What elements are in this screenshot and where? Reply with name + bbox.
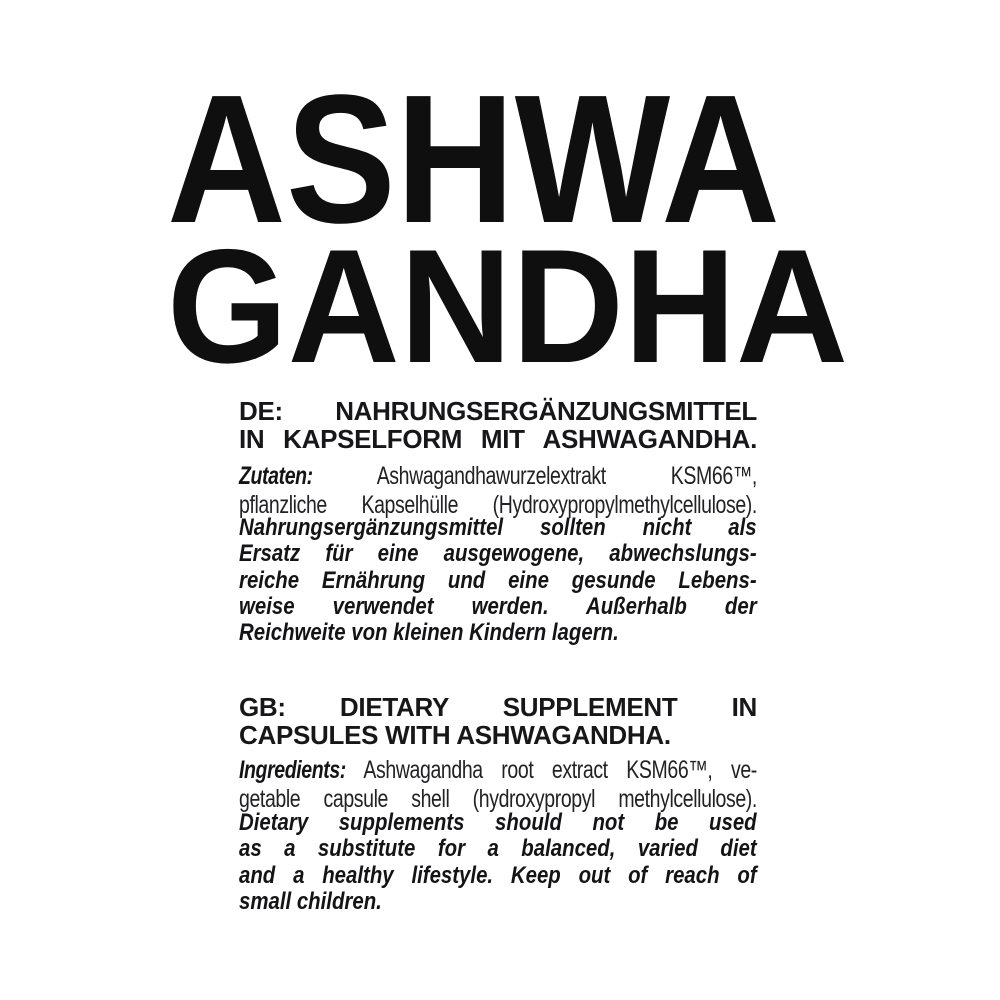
de-warning-line-1: Nahrungsergänzungsmittel sollten nicht als — [239, 514, 757, 541]
de-section-heading — [239, 397, 757, 453]
product-title-line-2: GANDHA — [167, 216, 849, 397]
gb-warning-line-1: Dietary supplements should not be used — [239, 809, 757, 836]
de-warning-line-4: weise verwendet werden. Außerhalb der — [239, 592, 757, 620]
de-warning-line-2: Ersatz für eine ausgewogene, abwechslungs- — [239, 540, 757, 568]
gb-ingredients — [239, 756, 757, 813]
gb-ingredients-label: Ingredients: — [239, 756, 346, 784]
de-warning-line-3: reiche Ernährung und eine gesunde Lebens- — [239, 566, 757, 594]
de-heading-line-2: IN KAPSELFORM MIT ASHWAGANDHA. — [239, 424, 757, 454]
de-heading-line-1: DE: NAHRUNGSERGÄNZUNGSMITTEL — [239, 396, 757, 426]
gb-ingredients-line-1-text: Ashwagandha root extract KSM66™, ve- — [363, 756, 757, 784]
gb-warning-line-4: small children. — [239, 887, 382, 915]
gb-heading-line-1: GB: DIETARY SUPPLEMENT IN — [239, 692, 757, 722]
gb-ingredients-line-1 — [239, 756, 757, 785]
de-warning-line-5: Reichweite von kleinen Kindern lagern. — [239, 619, 619, 647]
gb-heading-line-2: CAPSULES WITH ASHWAGANDHA. — [239, 720, 671, 750]
de-ingredients — [239, 462, 757, 519]
de-ingredients-line-2: pflanzliche Kapselhülle (Hydroxypropylmethylcellulose). — [239, 490, 757, 519]
de-ingredients-label: Zutaten: — [239, 462, 313, 490]
gb-warning-line-2: as a substitute for a balanced, varied diet — [239, 835, 757, 863]
gb-section-heading — [239, 693, 757, 749]
de-ingredients-line-1 — [239, 462, 757, 491]
gb-warning — [239, 810, 757, 915]
gb-warning-line-3: and a healthy lifestyle. Keep out of reach of — [239, 861, 757, 889]
de-ingredients-line-1-text: Ashwagandhawurzelextrakt KSM66™, — [376, 462, 757, 490]
de-warning — [239, 515, 757, 646]
gb-ingredients-line-2: getable capsule shell (hydroxypropyl methylcellulose). — [239, 784, 757, 813]
product-title-line-1: ASHWA — [167, 56, 781, 261]
